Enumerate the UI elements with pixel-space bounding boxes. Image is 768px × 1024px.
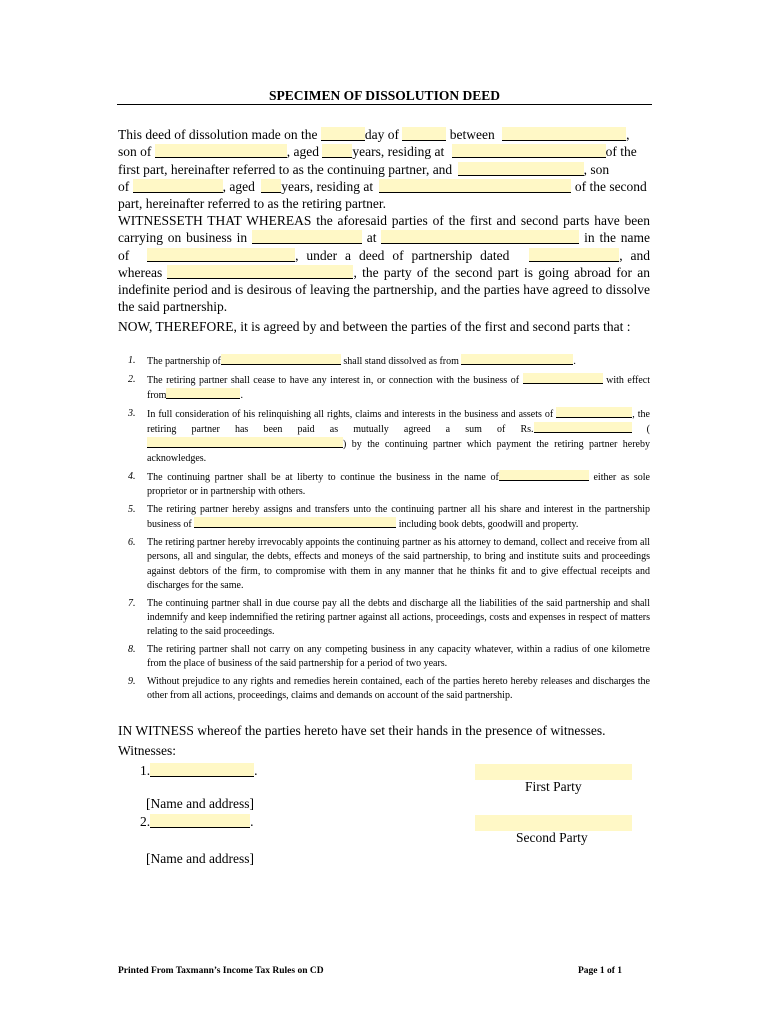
list-item [118, 503, 650, 532]
text: between [446, 127, 499, 142]
second-party-age-field[interactable] [261, 179, 281, 193]
witness-2 [140, 814, 254, 830]
witness-1 [140, 763, 258, 779]
text: , aged [222, 178, 259, 194]
business-address-field[interactable] [381, 230, 579, 244]
list-item [118, 643, 650, 671]
witness-number: 1. [140, 763, 151, 778]
text: . [573, 356, 576, 367]
text: The continuing partner shall in due course pay all the debts and discharge all the liabilities of the said partnership and shall indemnify and keep indemnified the retiring partner against all actions, proceedings, costs and expenses in respect of matters relating to the said proceedings. [147, 597, 650, 638]
dissolution-date-field[interactable] [461, 354, 573, 365]
in-witness-paragraph: IN WITNESS whereof the parties hereto have set their hands in the presence of witnesses. [118, 723, 606, 738]
month-field[interactable] [402, 127, 446, 141]
list-item [118, 407, 650, 467]
second-party-label: Second Party [516, 830, 588, 845]
text: including book debts, goodwill and property. [396, 519, 579, 531]
intro-paragraph [118, 126, 650, 212]
list-item [118, 470, 650, 499]
list-item [118, 675, 650, 703]
clause-number: 8. [128, 643, 136, 655]
now-therefore-paragraph: NOW, THEREFORE, it is agreed by and between the parties of the first and second parts that : [118, 319, 631, 334]
clause-number: 3. [128, 407, 136, 419]
witness-2-name-address: [Name and address] [146, 851, 254, 866]
day-field[interactable] [321, 127, 365, 141]
text: , son [583, 161, 610, 177]
text: The retiring partner hereby assigns and transfers unto the continuing partner all his share and interest in the partnership business of [147, 504, 650, 531]
clause-number: 1. [128, 355, 136, 366]
clause-number: 7. [128, 597, 136, 609]
list-item [118, 373, 650, 403]
business-place-field[interactable] [252, 230, 362, 244]
business-name-field[interactable] [523, 373, 603, 384]
text: son of [118, 144, 155, 160]
page-title: SPECIMEN OF DISSOLUTION DEED [269, 88, 500, 103]
witness-number: 2. [140, 814, 151, 829]
text: with effect from [147, 374, 650, 401]
text: The continuing partner shall be at liberty to continue the business in the name of [147, 472, 499, 484]
assets-of-field[interactable] [556, 407, 632, 418]
amount-figures-field[interactable] [534, 422, 632, 433]
title-underline [117, 104, 652, 105]
deed-date-field[interactable] [529, 248, 619, 262]
text: shall stand dissolved as from [340, 356, 462, 367]
witness-1-name-address: [Name and address] [146, 796, 254, 811]
text: part, hereinafter referred to as the retiring partner. [118, 196, 386, 212]
text: ( [631, 424, 650, 435]
text: of [118, 178, 133, 194]
second-party-name-field[interactable] [458, 162, 584, 176]
first-party-age-field[interactable] [322, 144, 352, 158]
text: , and whereas [118, 247, 650, 280]
second-party-father-field[interactable] [133, 179, 223, 193]
text: ) by the continuing partner which payment the retiring partner hereby acknowledges. [147, 439, 650, 465]
text: This deed of dissolution made on the [118, 127, 321, 142]
witness-2-field[interactable] [150, 814, 250, 828]
text: The retiring partner shall cease to have any interest in, or connection with the business of [147, 374, 523, 386]
text: . [240, 390, 243, 401]
text: , aged [286, 144, 323, 160]
text: either as sole proprietor or in partnership with others. [147, 472, 650, 498]
text: , the retiring partner has been paid as mutually agreed a sum of Rs. [147, 408, 650, 435]
text: The retiring partner hereby irrevocably appoints the continuing partner as his attorney to demand, collect and receive from all persons, all and singular, the debts, effects and moneys of the said partnership, to bring and institute suits and proceedings against debtors of the firm, to compromise with them in any manner that he thinks fit and to give effectual receipts and discharges for the same. [147, 537, 650, 591]
footer-page-number: Page 1 of 1 [578, 966, 623, 976]
footer-source: Printed From Taxmann’s Income Tax Rules on CD [118, 966, 324, 976]
first-party-signature-field[interactable] [475, 764, 632, 780]
amount-words-field[interactable] [147, 437, 343, 448]
first-party-address-field[interactable] [452, 144, 606, 158]
witnesses-label: Witnesses: [118, 743, 176, 758]
partnership-business-field[interactable] [194, 517, 396, 528]
text: The retiring partner shall not carry on any competing business in any capacity whatever, within a radius of one kilometre from the place of business of the said partnership for a period of two years. [147, 643, 650, 670]
text: years, residing at [281, 178, 377, 194]
retiring-party-name-field[interactable] [167, 265, 353, 279]
text: first part, hereinafter referred to as the continuing partner, and [118, 161, 456, 177]
clause-number: 6. [128, 537, 136, 549]
firm-name-field[interactable] [147, 248, 295, 262]
text: of the [605, 144, 637, 160]
text: The partnership of [147, 356, 221, 367]
second-party-address-field[interactable] [379, 179, 571, 193]
text: WITNESSETH THAT WHEREAS the aforesaid parties of the first and second parts have been carrying on business in [118, 213, 650, 246]
clause-number: 9. [128, 675, 136, 687]
text: In full consideration of his relinquishing all rights, claims and interests in the business and assets of [147, 408, 557, 420]
text: of the second [571, 178, 647, 194]
clause-number: 4. [128, 471, 136, 483]
partnership-name-field[interactable] [221, 354, 341, 365]
text: Without prejudice to any rights and remedies herein contained, each of the parties hereto hereby releases and discharges the other from all actions, proceedings, claims and demands on account of the said partnership. [147, 675, 650, 702]
continuing-business-name-field[interactable] [499, 470, 589, 481]
text: at [361, 230, 382, 246]
effective-date-field[interactable] [166, 388, 240, 399]
witness-1-field[interactable] [150, 763, 254, 777]
clause-number: 2. [128, 373, 136, 385]
text: , [626, 127, 630, 142]
text: , the party of the second part is going abroad for an indefinite period and is desirous of leaving the partnership, and the parties have agreed to dissolve the said partnership. [118, 264, 650, 315]
list-item [118, 354, 650, 369]
text: . [254, 763, 258, 778]
first-party-label: First Party [525, 779, 582, 794]
text: , under a deed of partnership dated [295, 247, 518, 263]
clause-number: 5. [128, 504, 136, 516]
text: in the name of [118, 230, 650, 263]
text: years, residing at [352, 144, 448, 160]
second-party-signature-field[interactable] [475, 815, 632, 831]
first-party-name-field[interactable] [502, 127, 626, 141]
first-party-father-field[interactable] [155, 144, 287, 158]
text: . [250, 814, 254, 829]
list-item [118, 536, 650, 593]
list-item [118, 597, 650, 640]
text: day of [364, 127, 403, 142]
witnesseth-paragraph [118, 212, 650, 316]
clause-list [118, 354, 650, 707]
